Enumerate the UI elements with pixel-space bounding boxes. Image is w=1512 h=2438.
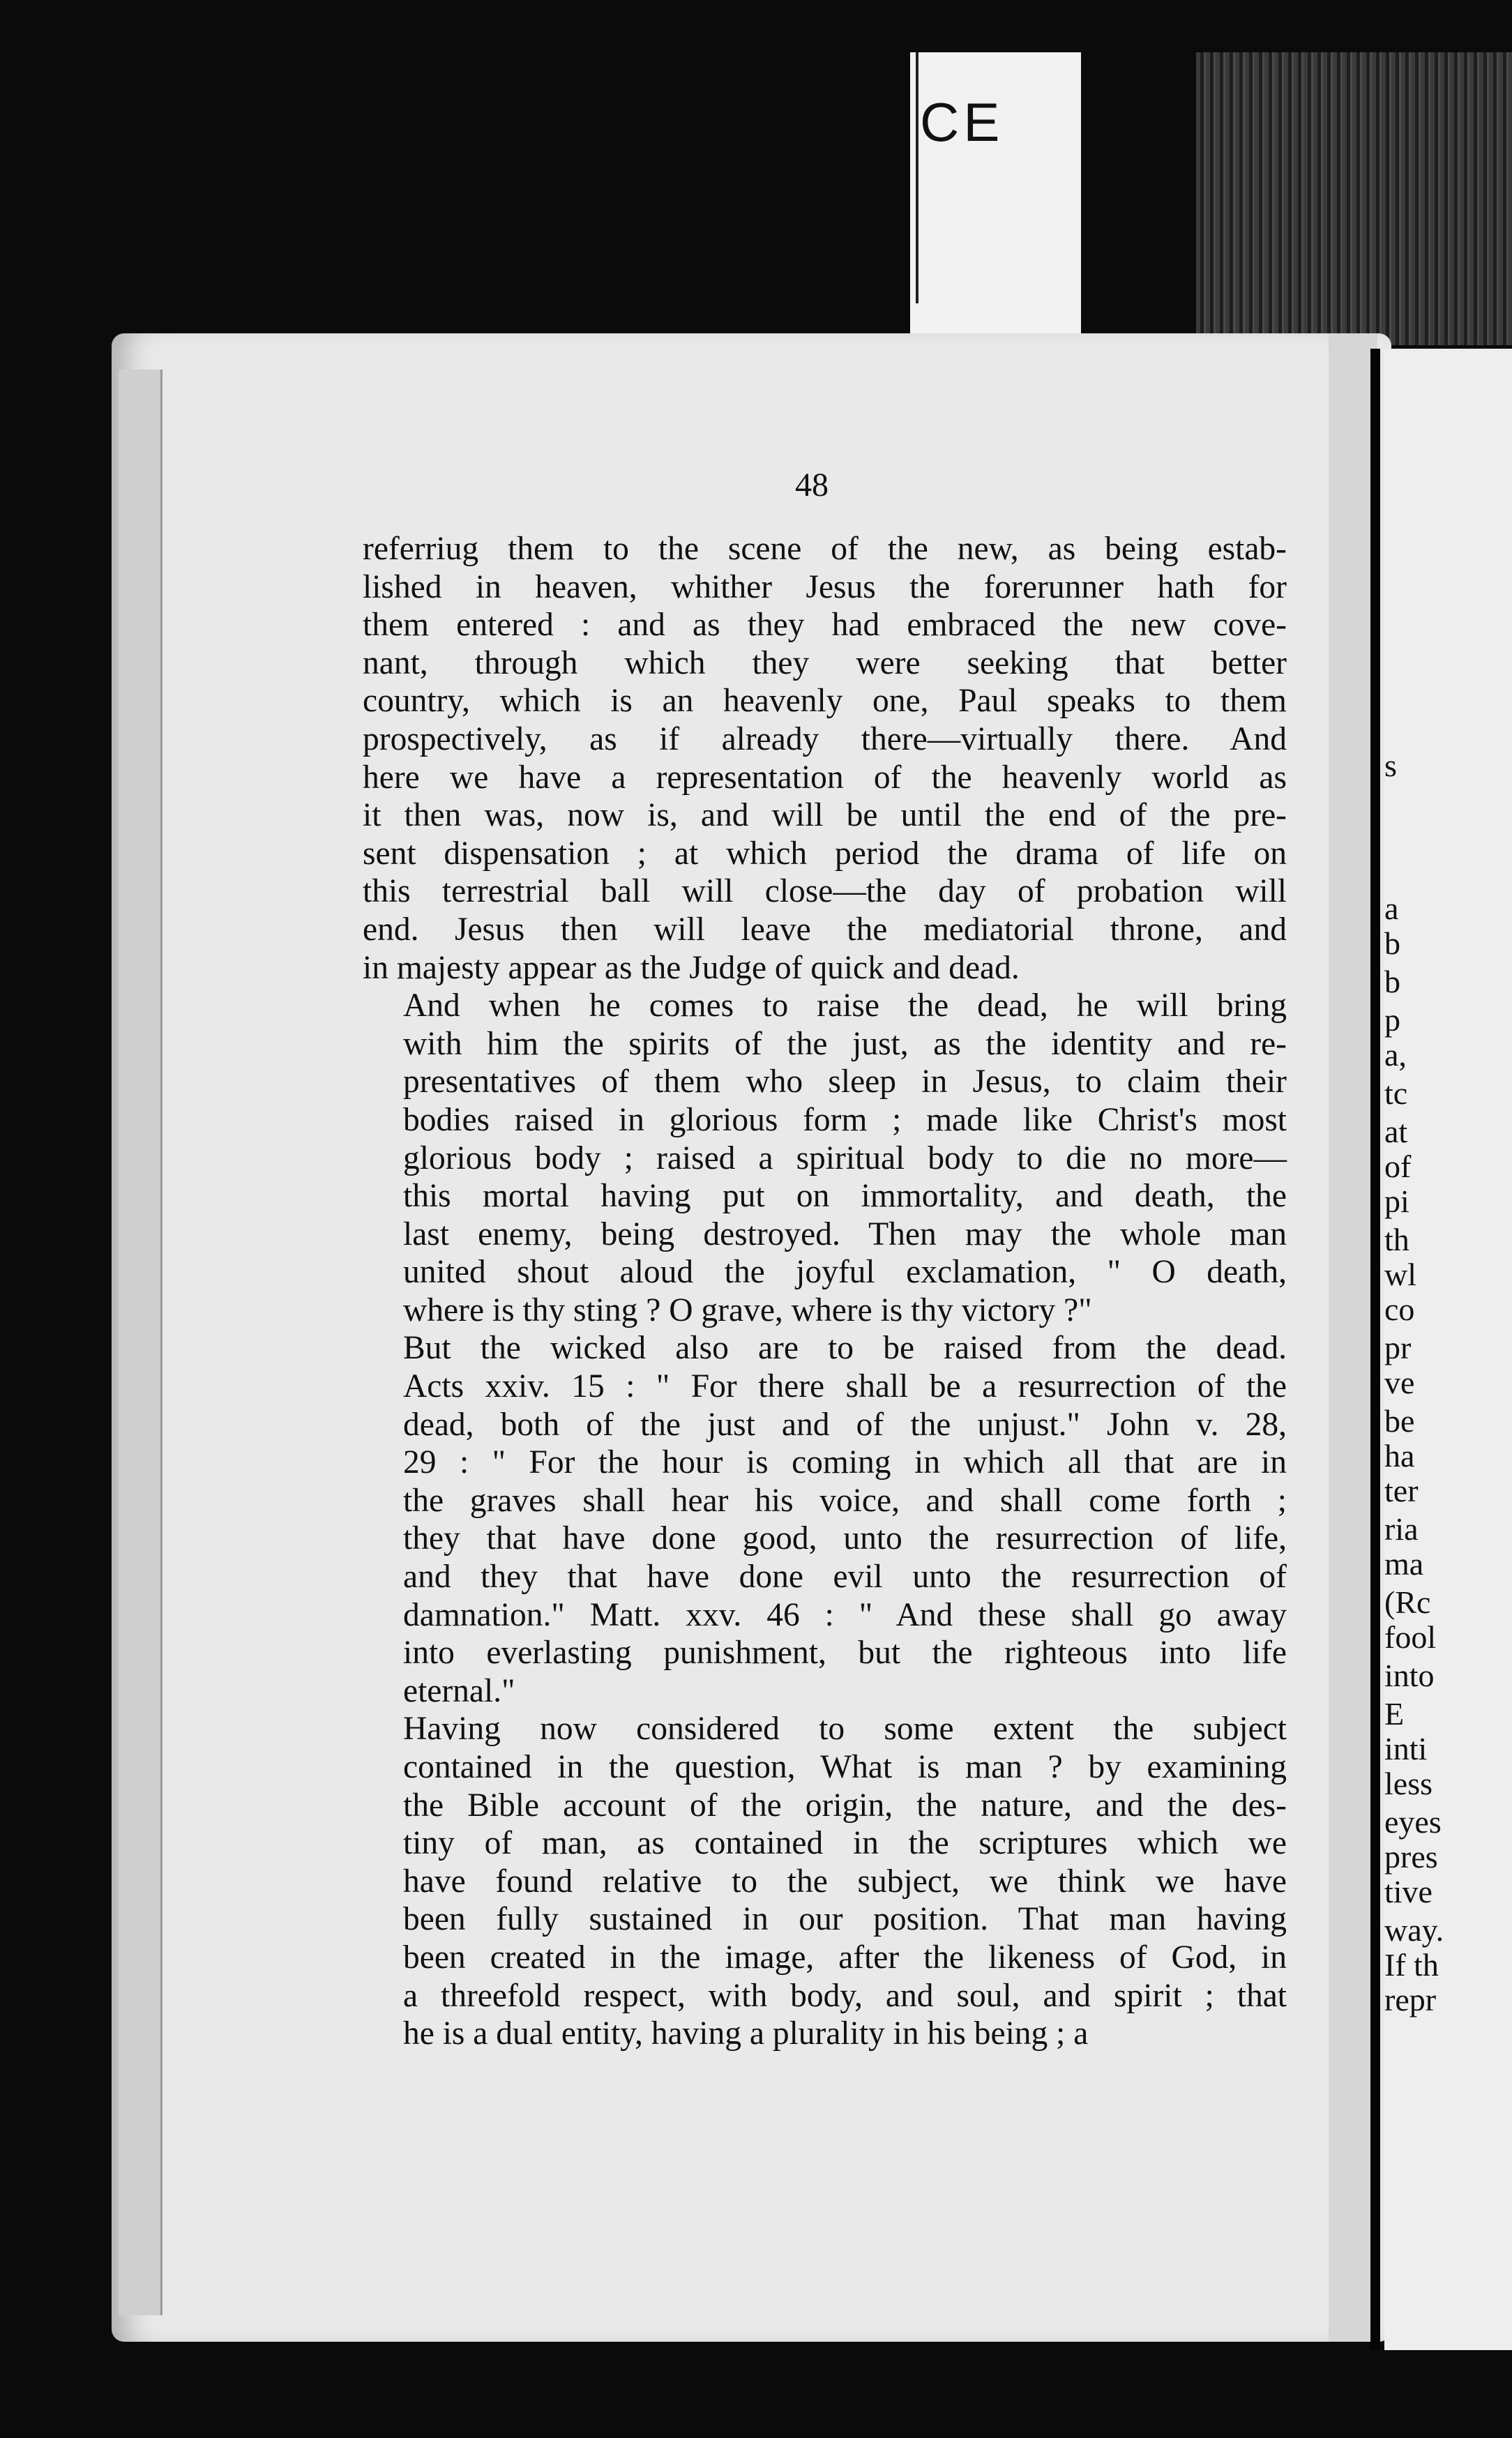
next-page-fragment: pi — [1384, 1183, 1409, 1219]
next-page-fragment: ha — [1384, 1438, 1415, 1474]
next-page-fragment: a — [1384, 891, 1399, 926]
text-line: contained in the question, What is man ? by examining — [403, 1749, 1287, 1785]
text-line: prospectively, as if already there—virtually there. And — [363, 720, 1287, 757]
text-line: them entered : and as they had embraced the new cove- — [363, 607, 1287, 644]
next-page-fragment: at — [1384, 1114, 1408, 1149]
text-line: bodies raised in glorious form ; made like Christ's most — [403, 1101, 1287, 1138]
text-line: last enemy, being destroyed. Then may the whole man — [403, 1216, 1287, 1252]
text-line: glorious body ; raised a spiritual body to die no more— — [403, 1140, 1287, 1176]
body-text — [363, 530, 1287, 2053]
text-line: the graves shall hear his voice, and shall come forth ; — [403, 1482, 1287, 1519]
page-number: 48 — [795, 467, 829, 503]
text-line: in majesty appear as the Judge of quick and dead. — [363, 949, 1020, 986]
next-page-fragment: be — [1384, 1403, 1415, 1439]
text-line: a threefold respect, with body, and soul, and spirit ; that — [403, 1977, 1287, 2014]
next-page-fragment: tive — [1384, 1874, 1432, 1909]
next-page-fragment: th — [1384, 1222, 1409, 1257]
paragraph — [363, 1710, 1287, 2052]
next-page-fragment: pr — [1384, 1330, 1412, 1365]
text-line: referriug them to the scene of the new, as being estab- — [363, 531, 1287, 567]
next-page-fragment: tc — [1384, 1075, 1408, 1111]
next-page-fragment: ma — [1384, 1546, 1424, 1582]
text-line: lished in heaven, whither Jesus the forerunner hath for — [363, 568, 1287, 605]
text-line: been fully sustained in our position. That man having — [403, 1901, 1287, 1938]
text-line: eternal." — [403, 1672, 515, 1709]
next-page-fragment: of — [1384, 1149, 1412, 1184]
next-page-fragment: co — [1384, 1292, 1415, 1327]
next-page-fragment: ter — [1384, 1473, 1419, 1508]
text-line: dead, both of the just and of the unjust." John v. 28, — [403, 1406, 1287, 1443]
next-page-fragment: less — [1384, 1766, 1432, 1801]
next-page-fragment: a, — [1384, 1037, 1407, 1073]
text-line: presentatives of them who sleep in Jesus, to claim their — [403, 1063, 1287, 1100]
text-line: country, which is an heavenly one, Paul speaks to them — [363, 683, 1287, 720]
next-page-fragment: b — [1384, 964, 1400, 999]
text-line: he is a dual entity, having a plurality in his being ; a — [403, 2015, 1089, 2052]
next-page-fragment: pres — [1384, 1839, 1438, 1875]
text-line: have found relative to the subject, we think we have — [403, 1863, 1287, 1900]
next-page-fragment: ve — [1384, 1365, 1415, 1400]
text-line: Having now considered to some extent the subject — [403, 1711, 1287, 1748]
text-line: damnation." Matt. xxv. 46 : " And these shall go away — [403, 1596, 1287, 1633]
text-line: here we have a representation of the heavenly world as — [363, 759, 1287, 796]
next-page-fragment: (Rc — [1384, 1584, 1431, 1620]
text-line: and they that have done evil unto the resurrection of — [403, 1559, 1287, 1596]
paragraph — [363, 530, 1287, 987]
next-page-fragment: into — [1384, 1658, 1435, 1693]
page-inner-edge — [119, 370, 162, 2315]
text-line: the Bible account of the origin, the nature, and the des- — [403, 1787, 1287, 1824]
next-page-fragment: wl — [1384, 1257, 1416, 1292]
next-page-fragment: repr — [1384, 1982, 1437, 2017]
next-page-fragment: eyes — [1384, 1804, 1442, 1840]
binding-strip — [1196, 52, 1512, 345]
text-line: been created in the image, after the likeness of God, in — [403, 1939, 1287, 1976]
next-page-fragment: b — [1384, 925, 1400, 961]
text-line: sent dispensation ; at which period the drama of life on — [363, 835, 1287, 872]
text-line: united shout aloud the joyful exclamation, " O death, — [403, 1254, 1287, 1291]
text-line: end. Jesus then will leave the mediatorial throne, and — [363, 911, 1287, 948]
text-line: this terrestrial ball will close—the day of probation will — [363, 873, 1287, 910]
book-gutter — [1370, 349, 1380, 2350]
next-page-fragment: E — [1384, 1696, 1405, 1732]
next-page-fragment: ria — [1384, 1511, 1419, 1547]
tab-frame — [916, 52, 918, 303]
text-line: nant, through which they were seeking that better — [363, 644, 1287, 681]
text-line: with him the spirits of the just, as the identity and re- — [403, 1025, 1287, 1062]
library-tab — [910, 52, 1081, 345]
text-line: this mortal having put on immortality, and death, the — [403, 1178, 1287, 1215]
text-line: But the wicked also are to be raised from the dead. — [403, 1330, 1287, 1367]
next-page-fragment: fool — [1384, 1619, 1437, 1655]
paragraph — [363, 1329, 1287, 1710]
text-line: it then was, now is, and will be until the end of the pre- — [363, 797, 1287, 834]
text-line: And when he comes to raise the dead, he will bring — [403, 987, 1287, 1024]
text-line: tiny of man, as contained in the scriptures which we — [403, 1825, 1287, 1862]
next-page-fragment: If th — [1384, 1947, 1439, 1983]
next-page-fragment: way. — [1384, 1912, 1444, 1948]
next-page-fragment: inti — [1384, 1731, 1428, 1766]
next-page-fragment: p — [1384, 1002, 1400, 1038]
text-line: into everlasting punishment, but the righteous into life — [403, 1635, 1287, 1672]
next-page-fragment: s — [1384, 748, 1397, 783]
text-line: Acts xxiv. 15 : " For there shall be a resurrection of the — [403, 1368, 1287, 1405]
tab-top-text: CE — [920, 91, 1004, 153]
next-page-sliver — [1384, 349, 1512, 2350]
paragraph — [363, 987, 1287, 1329]
text-line: where is thy sting ? O grave, where is thy victory ?" — [403, 1292, 1092, 1328]
text-line: 29 : " For the hour is coming in which all that are in — [403, 1444, 1287, 1481]
text-line: they that have done good, unto the resurrection of life, — [403, 1520, 1287, 1557]
